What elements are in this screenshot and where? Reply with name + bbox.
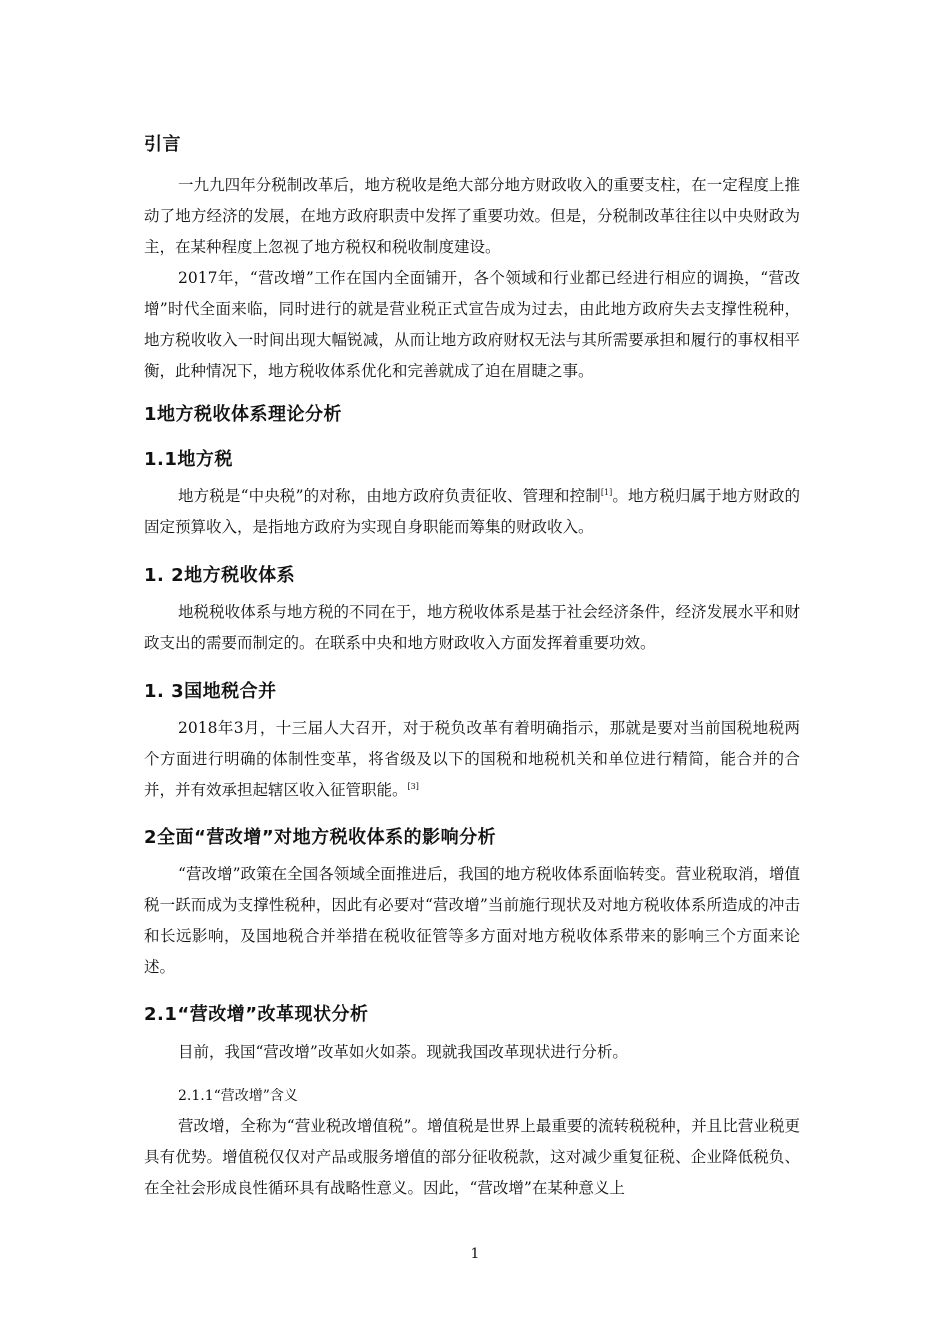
citation-3: [3] bbox=[407, 782, 419, 791]
heading-section-1-3: 1. 3国地税合并 bbox=[144, 681, 277, 702]
citation-1: [1] bbox=[600, 488, 613, 497]
paragraph-1-1-text-a: 地方税是“中央税”的对称，由地方政府负责征收、管理和控制 bbox=[178, 487, 601, 505]
paragraph-1-2: 地税税收体系与地方税的不同在于，地方税收体系是基于社会经济条件，经济发展水平和财政支出的需要而制定的。在联系中央和地方财政收入方面发挥着重要功效。 bbox=[144, 603, 800, 652]
heading-section-2: 2全面“营改增”对地方税收体系的影响分析 bbox=[144, 827, 497, 848]
paragraph-1-3-text: 2018年3月，十三届人大召开，对于税负改革有着明确指示，那就是要对当前国税地税两个方面进行明确的体制性变革，将省级及以下的国税和地税机关和单位进行精简，能合并的合并，并有效承担起辖区收入征管职能。 bbox=[144, 719, 800, 799]
heading-section-2-1-1: 2.1.1“营改增”含义 bbox=[178, 1088, 298, 1104]
heading-section-1-2: 1. 2地方税收体系 bbox=[144, 565, 296, 586]
heading-intro: 引言 bbox=[144, 134, 181, 155]
paragraph-2-1-1: 营改增，全称为“营业税改增值税”。增值税是世界上最重要的流转税税种，并且比营业税更具有优势。增值税仅仅对产品或服务增值的部分征收税款，这对减少重复征税、企业降低税负、在全社会形成良性循环具有战略性意义。因此，“营改增”在某种意义上 bbox=[144, 1117, 800, 1197]
paragraph-2: “营改增”政策在全国各领域全面推进后，我国的地方税收体系面临转变。营业税取消，增值税一跃而成为支撑性税种，因此有必要对“营改增”当前施行现状及对地方税收体系所造成的冲击和长远影响，及国地税合并举措在税收征管等多方面对地方税收体系带来的影响三个方面来论述。 bbox=[144, 865, 800, 976]
paragraph-intro-2: 2017年，“营改增”工作在国内全面铺开，各个领域和行业都已经进行相应的调换，“营改增”时代全面来临，同时进行的就是营业税正式宣告成为过去，由此地方政府失去支撑性税种，地方税收收入一时间出现大幅锐减，从而让地方政府财权无法与其所需要承担和履行的事权相平衡，此种情况下，地方税收体系优化和完善就成了迫在眉睫之事。 bbox=[144, 269, 800, 380]
heading-section-1: 1地方税收体系理论分析 bbox=[144, 404, 343, 425]
heading-section-2-1: 2.1“营改增”改革现状分析 bbox=[144, 1004, 369, 1025]
paragraph-1-1 bbox=[144, 481, 800, 543]
paragraph-intro-1: 一九九四年分税制改革后，地方税收是绝大部分地方财政收入的重要支柱，在一定程度上推动了地方经济的发展，在地方政府职责中发挥了重要功效。但是，分税制改革往往以中央财政为主，在某种程度上忽视了地方税权和税收制度建设。 bbox=[144, 176, 800, 256]
paragraph-1-1-text-b: 。地方税归属于地方财政的固定预算收入，是指地方政府为实现自身职能而筹集的财政收入。 bbox=[144, 487, 800, 536]
page-number: 1 bbox=[470, 1246, 480, 1262]
paragraph-2-1: 目前，我国“营改增”改革如火如荼。现就我国改革现状进行分析。 bbox=[178, 1043, 628, 1061]
paragraph-1-3 bbox=[144, 713, 800, 806]
heading-section-1-1: 1.1地方税 bbox=[144, 449, 233, 470]
